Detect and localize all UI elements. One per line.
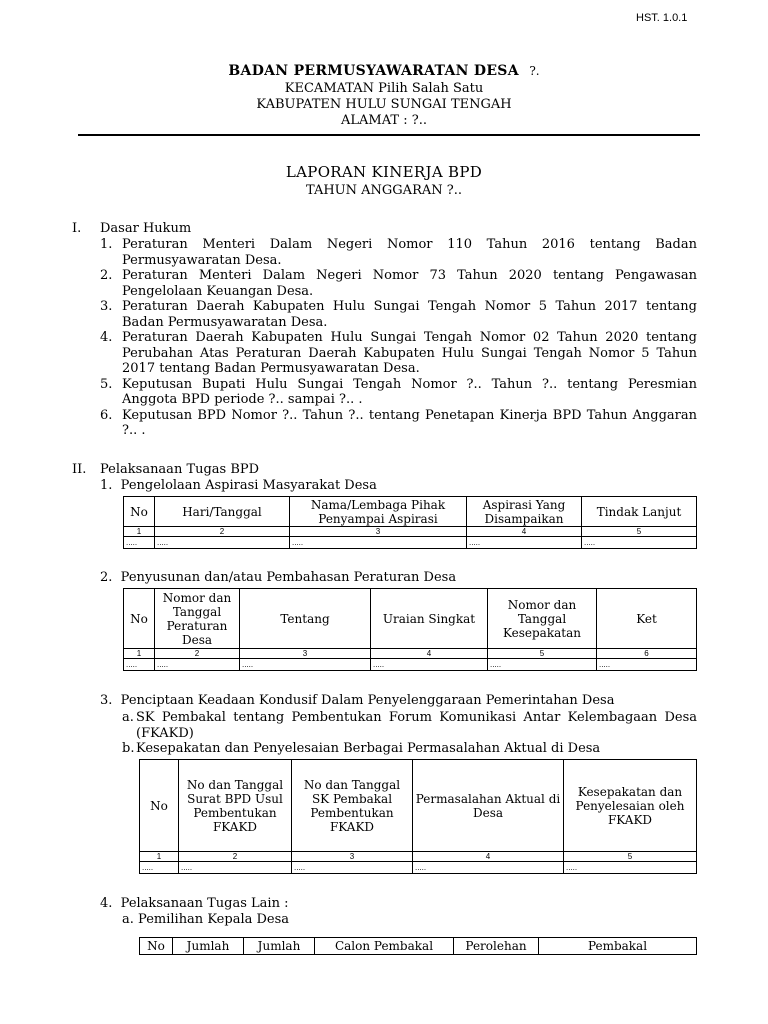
report-subtitle: TAHUN ANGGARAN ?.. bbox=[306, 183, 462, 198]
org-suffix: ?. bbox=[529, 64, 540, 78]
table-row: ..... ..... ..... ..... ..... bbox=[124, 537, 697, 549]
section-1-label: Dasar Hukum bbox=[100, 221, 192, 236]
table-header: Uraian Singkat bbox=[371, 589, 488, 649]
table-row: ..... ..... ..... ..... ..... bbox=[140, 862, 697, 874]
list-item: 6. Keputusan BPD Nomor ?.. Tahun ?.. tentang Penetapan Kinerja BPD Tahun Anggaran ?.. . bbox=[100, 407, 697, 438]
subsection-3-items bbox=[122, 710, 697, 757]
section-2-number: II. bbox=[72, 462, 87, 477]
table-header: No bbox=[140, 938, 173, 955]
list-item: 3. Peraturan Daerah Kabupaten Hulu Sungai Tengah Nomor 5 Tahun 2017 tentang Badan Permusyawaratan Desa. bbox=[100, 299, 697, 330]
perdes-table bbox=[123, 588, 697, 671]
table-header: Jumlah bbox=[173, 938, 244, 955]
table-header: Calon Pembakal bbox=[315, 938, 454, 955]
table-header: Pembakal bbox=[539, 938, 697, 955]
table-header: Kesepakatan dan Penyelesaian oleh FKAKD bbox=[564, 760, 697, 852]
list-item: b. Kesepakatan dan Penyelesaian Berbagai Permasalahan Aktual di Desa bbox=[122, 741, 601, 756]
header-divider bbox=[78, 134, 700, 136]
pilkades-table bbox=[139, 937, 697, 955]
table-row: ..... ..... ..... ..... ..... ..... bbox=[124, 659, 697, 671]
table-header: Tindak Lanjut bbox=[582, 497, 697, 527]
fkakd-table bbox=[139, 759, 697, 874]
header-alamat: ALAMAT : ?.. bbox=[341, 113, 427, 128]
legal-basis-list bbox=[100, 237, 697, 439]
table-header: Aspirasi Yang Disampaikan bbox=[467, 497, 582, 527]
report-title: LAPORAN KINERJA BPD bbox=[285, 163, 483, 181]
header-kecamatan: KECAMATAN Pilih Salah Satu bbox=[284, 81, 484, 96]
subsection-4a-heading: a. Pemilihan Kepala Desa bbox=[122, 912, 290, 927]
document-code: HST. 1.0.1 bbox=[636, 12, 688, 24]
table-row: 1 2 3 4 5 6 bbox=[124, 649, 697, 659]
table-header: Nama/Lembaga Pihak Penyampai Aspirasi bbox=[290, 497, 467, 527]
table-header: No dan Tanggal Surat BPD Usul Pembentukan FKAKD bbox=[179, 760, 292, 852]
table-header: Jumlah bbox=[244, 938, 315, 955]
section-2-label: Pelaksanaan Tugas BPD bbox=[100, 462, 260, 477]
table-header: Nomor dan Tanggal Peraturan Desa bbox=[155, 589, 240, 649]
list-item: 5. Keputusan Bupati Hulu Sungai Tengah Nomor ?.. Tahun ?.. tentang Peresmian Anggota BPD periode ?.. sampai ?.. . bbox=[100, 376, 697, 407]
header-kabupaten: KABUPATEN HULU SUNGAI TENGAH bbox=[256, 97, 512, 112]
table-header: No bbox=[124, 497, 155, 527]
list-item: 2. Peraturan Menteri Dalam Negeri Nomor 73 Tahun 2020 tentang Pengawasan Pengelolaan Keuangan Desa. bbox=[100, 268, 697, 299]
org-title bbox=[0, 63, 768, 79]
aspirasi-table bbox=[123, 496, 697, 549]
list-item: a. SK Pembakal tentang Pembentukan Forum Komunikasi Antar Kelembagaan Desa (FKAKD) bbox=[122, 710, 697, 741]
table-header: Ket bbox=[597, 589, 697, 649]
list-item: 4. Peraturan Daerah Kabupaten Hulu Sungai Tengah Nomor 02 Tahun 2020 tentang Perubahan Atas Peraturan Daerah Kabupaten Hulu Sungai Tengah Nomor 5 Tahun 2017 tentang Badan Permusyawaratan Desa. bbox=[100, 330, 697, 376]
subsection-4-heading: 4. Pelaksanaan Tugas Lain : bbox=[100, 896, 289, 911]
org-name: BADAN PERMUSYAWARATAN DESA bbox=[228, 63, 519, 79]
subsection-3-heading: 3. Penciptaan Keadaan Kondusif Dalam Penyelenggaraan Pemerintahan Desa bbox=[100, 693, 615, 708]
table-row: 1 2 3 4 5 bbox=[140, 852, 697, 862]
table-row: 1 2 3 4 5 bbox=[124, 527, 697, 537]
table-header: Hari/Tanggal bbox=[155, 497, 290, 527]
table-header: No dan Tanggal SK Pembakal Pembentukan FKAKD bbox=[292, 760, 413, 852]
table-header: Permasalahan Aktual di Desa bbox=[413, 760, 564, 852]
table-header: No bbox=[124, 589, 155, 649]
section-1-number: I. bbox=[72, 221, 82, 236]
table-header: Perolehan bbox=[454, 938, 539, 955]
subsection-2-heading: 2. Penyusunan dan/atau Pembahasan Peraturan Desa bbox=[100, 570, 457, 585]
table-header: No bbox=[140, 760, 179, 852]
list-item: 1. Peraturan Menteri Dalam Negeri Nomor 110 Tahun 2016 tentang Badan Permusyawaratan Desa. bbox=[100, 237, 697, 268]
subsection-1-heading: 1. Pengelolaan Aspirasi Masyarakat Desa bbox=[100, 478, 377, 493]
table-header: Tentang bbox=[240, 589, 371, 649]
table-header: Nomor dan Tanggal Kesepakatan bbox=[488, 589, 597, 649]
